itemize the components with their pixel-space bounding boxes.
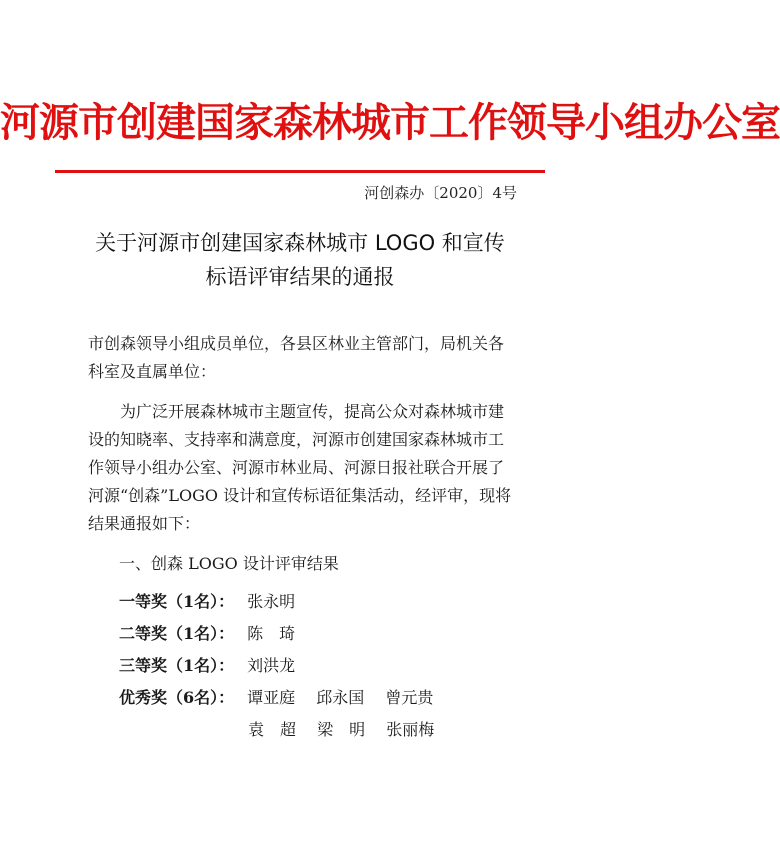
award-label: 优秀奖（6名）： (119, 688, 235, 707)
body-line-3: 作领导小组办公室、河源市林业局、河源日报社联合开展了 (88, 458, 505, 477)
award-label: 二等奖（1名）： (119, 624, 235, 643)
award-row-excellence-continued (248, 716, 434, 744)
award-row-second (119, 620, 295, 648)
award-name: 张丽梅 (386, 720, 435, 739)
document-number: 河创森办〔2020〕4号 (364, 184, 517, 202)
award-name: 邱永国 (316, 688, 365, 707)
award-label: 三等奖（1名）： (119, 656, 235, 675)
award-row-first (119, 588, 295, 616)
recipients-line-2: 科室及直属单位： (88, 362, 217, 381)
organization-header: 河源市创建国家森林城市工作领导小组办公室 (0, 99, 780, 146)
body-line-2: 设的知晓率、支持率和满意度，河源市创建国家森林城市工 (88, 430, 505, 449)
award-name: 刘洪龙 (247, 656, 296, 675)
award-name: 陈 琦 (247, 624, 296, 643)
recipients-line-1: 市创森领导小组成员单位，各县区林业主管部门，局机关各 (88, 334, 505, 353)
body-paragraph (88, 398, 518, 538)
award-name: 梁 明 (317, 720, 366, 739)
award-row-excellence (119, 684, 433, 712)
award-name: 张永明 (247, 592, 296, 611)
body-line-5: 结果通报如下： (88, 514, 201, 533)
award-row-third (119, 652, 295, 680)
red-divider-line (55, 170, 545, 173)
document-title (0, 226, 600, 294)
title-line-2: 标语评审结果的通报 (205, 265, 395, 289)
recipients-paragraph (88, 330, 518, 386)
award-name: 曾元贵 (385, 688, 434, 707)
award-name: 袁 超 (248, 720, 297, 739)
body-line-1: 为广泛开展森林城市主题宣传，提高公众对森林城市建 (120, 402, 505, 421)
award-label: 一等奖（1名）： (119, 592, 235, 611)
section-heading: 一、创森 LOGO 设计评审结果 (119, 554, 339, 573)
body-line-4: 河源“创森”LOGO 设计和宣传标语征集活动，经评审，现将 (88, 486, 512, 505)
title-line-1: 关于河源市创建国家森林城市 LOGO 和宣传 (95, 231, 505, 255)
award-name: 谭亚庭 (247, 688, 296, 707)
